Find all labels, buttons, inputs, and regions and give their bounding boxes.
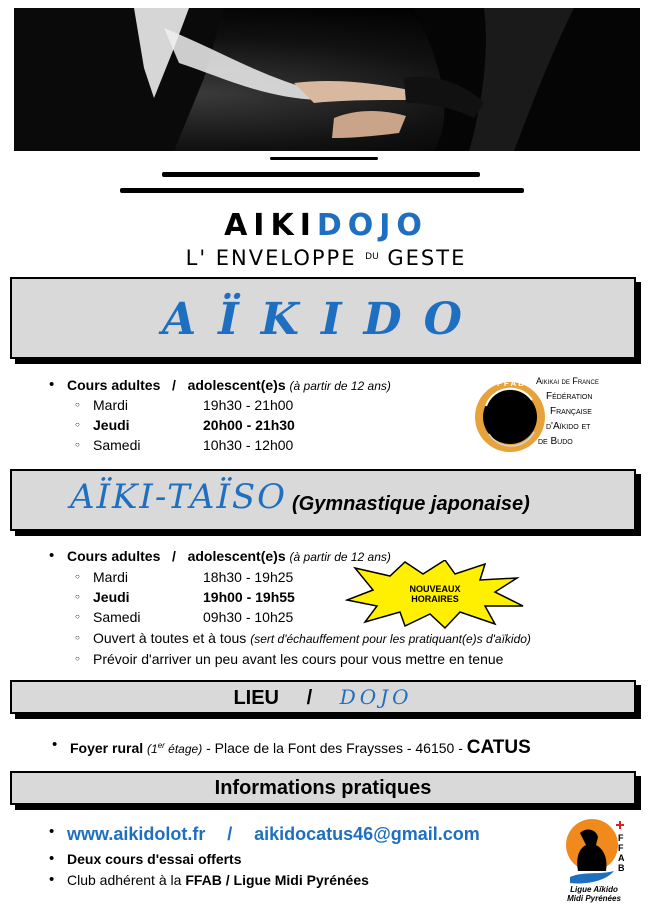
aikitaiso-courses-item: [67, 548, 391, 564]
slot-time: 20h00 - 21h30: [203, 417, 295, 433]
slot-time: 19h00 - 19h55: [203, 589, 295, 605]
ffab-line-1: Fédération: [546, 391, 593, 402]
website-link[interactable]: www.aikidolot.fr: [67, 824, 206, 844]
aikitaiso-arrive-item: [93, 651, 503, 667]
slot-day: Jeudi: [93, 589, 130, 605]
ligue-logo: [556, 815, 636, 907]
lieu-sep: /: [306, 687, 313, 709]
aikido-courses-item: [67, 377, 391, 393]
badge-line-2: HORAIRES: [411, 594, 459, 604]
trial-item: [67, 851, 242, 867]
contact-sep: /: [227, 824, 233, 844]
ligue-line-2: Midi Pyrénées: [567, 894, 621, 903]
aikitaiso-courses-label: Cours adultes / adolescent(e)s: [67, 548, 286, 564]
ffab-line-2: Française: [550, 406, 592, 417]
venue-address: - Place de la Font des Fraysses - 46150 -: [202, 740, 467, 756]
tagline-small: DU: [365, 252, 379, 262]
slot-time: 19h30 - 21h00: [203, 397, 294, 413]
ligue-line-1: Ligue Aïkido: [570, 885, 618, 894]
aikido-banner: [10, 277, 636, 359]
member-bold: FFAB / Ligue Midi Pyrénées: [185, 872, 369, 888]
member-item: [67, 872, 369, 888]
infos-banner: [10, 771, 636, 805]
aikitaiso-title: AÏKI-TAÏSO: [70, 477, 288, 517]
brand-tagline: [0, 246, 652, 270]
slot-day: Samedi: [93, 437, 141, 453]
ffab-ring-text: FFAB: [497, 379, 526, 388]
brand-title: [0, 208, 652, 243]
contact-item: [67, 824, 480, 845]
tagline-right: GESTE: [387, 246, 467, 270]
aikitaiso-courses-note: (à partir de 12 ans): [289, 550, 391, 564]
ffab-logo: [472, 372, 648, 462]
lieu-banner: [10, 680, 636, 714]
aikido-hands-illustration: [14, 8, 640, 151]
hero-photo: [14, 8, 640, 151]
member-prefix: Club adhérent à la: [67, 872, 186, 888]
trial-text: Deux cours d'essai offerts: [67, 851, 242, 867]
slot-time: 10h30 - 12h00: [203, 437, 294, 453]
rule-medium: [162, 172, 480, 177]
open-note: (sert d'échauffement pour les pratiquant(e)s d'aïkido): [250, 632, 531, 646]
lieu-place: DOJO: [339, 685, 413, 709]
rule-short: [270, 157, 378, 160]
slot-time: 18h30 - 19h25: [203, 569, 294, 585]
ffab-line-4: de Budo: [538, 436, 573, 447]
arrive-text: Prévoir d'arriver un peu avant les cours pour vous mettre en tenue: [93, 651, 504, 667]
new-schedule-badge: [345, 560, 525, 630]
open-text: Ouvert à toutes et à tous: [93, 630, 247, 646]
slot-day: Mardi: [93, 569, 129, 585]
aikido-courses-note: (à partir de 12 ans): [289, 379, 391, 393]
ffab-line-3: d'Aïkido et: [546, 421, 591, 432]
venue-city: CATUS: [466, 737, 531, 758]
email-link[interactable]: aikidocatus46@gmail.com: [254, 824, 480, 844]
aikitaiso-banner: [10, 469, 636, 531]
slot-time: 09h30 - 10h25: [203, 609, 294, 625]
ffab-top: Aikikai de France: [536, 376, 599, 386]
aikido-title: AÏKIDO: [161, 294, 485, 345]
rule-long: [120, 188, 524, 193]
aikitaiso-subtitle: (Gymnastique japonaise): [292, 493, 530, 515]
venue-name: Foyer rural: [70, 740, 144, 756]
badge-line-1: NOUVEAUX: [409, 584, 461, 594]
lieu-title: [12, 682, 634, 713]
ligue-vertical-text: FFAB: [618, 833, 625, 873]
slot-day: Samedi: [93, 609, 141, 625]
infos-title: Informations pratiques: [214, 777, 432, 799]
lieu-label: LIEU: [233, 687, 279, 709]
brand-part2: DOJO: [316, 208, 428, 243]
venue-item: [70, 737, 531, 759]
brand-part1: AIKI: [224, 208, 317, 243]
slot-day: Mardi: [93, 397, 129, 413]
slot-day: Jeudi: [93, 417, 130, 433]
aikido-courses-label: Cours adultes / adolescent(e)s: [67, 377, 286, 393]
venue-floor: (1er étage): [147, 741, 203, 756]
aikitaiso-open-item: [93, 630, 531, 646]
tagline-left: L' ENVELOPPE: [185, 246, 357, 270]
